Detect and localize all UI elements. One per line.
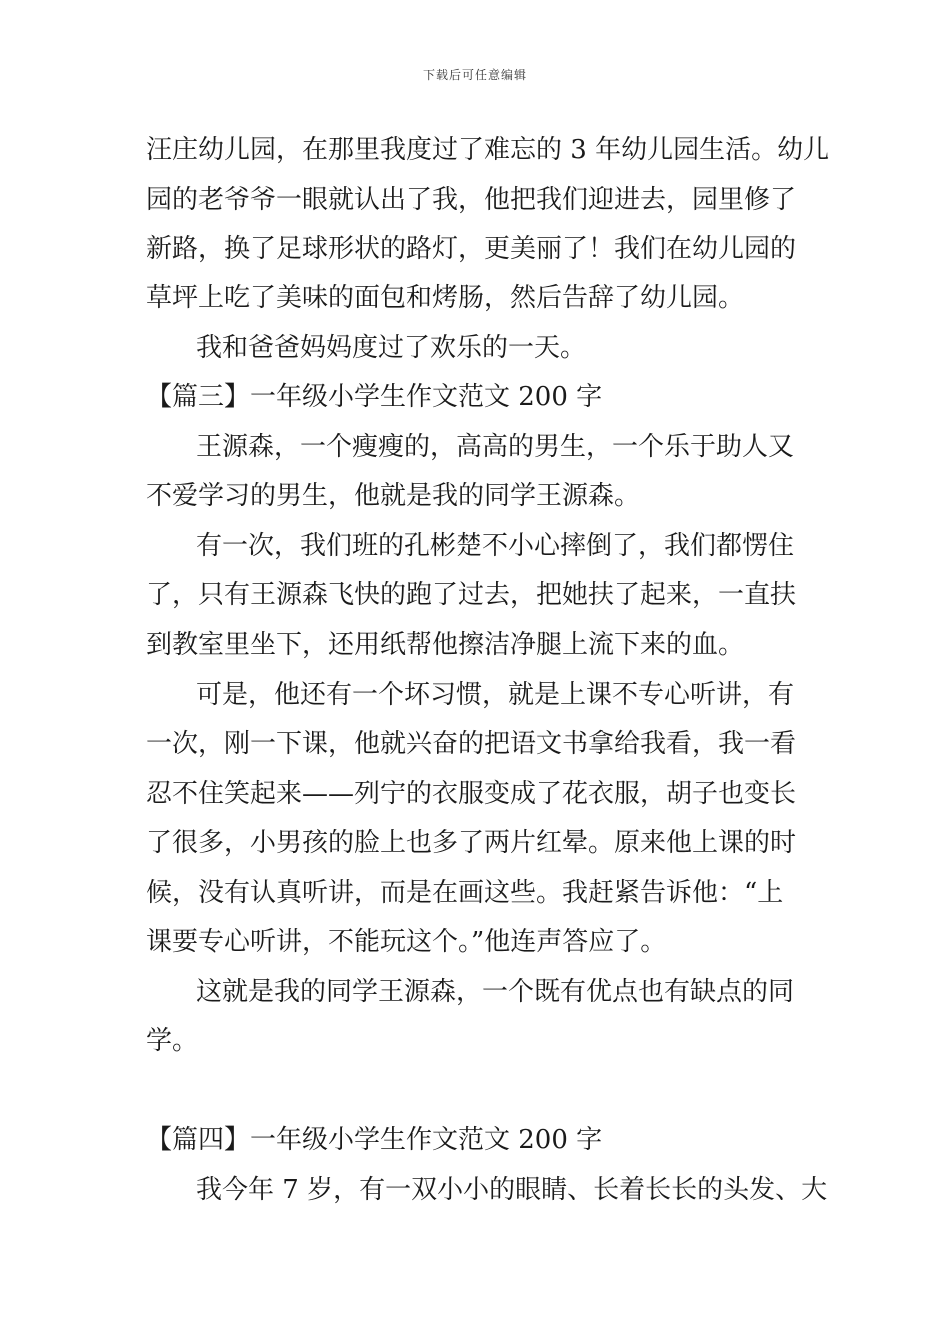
body-line: 一次，刚一下课，他就兴奋的把语文书拿给我看，我一看 <box>146 729 797 759</box>
body-line: 不爱学习的男生，他就是我的同学王源森。 <box>146 481 641 511</box>
body-line: 这就是我的同学王源森，一个既有优点也有缺点的同 <box>196 977 795 1007</box>
body-line: 课要专心听讲，不能玩这个。”他连声答应了。 <box>146 927 667 957</box>
body-line: 学。 <box>146 1026 199 1056</box>
body-line: 园的老爷爷一眼就认出了我，他把我们迎进去，园里修了 <box>146 185 797 215</box>
body-line: 草坪上吃了美味的面包和烤肠，然后告辞了幼儿园。 <box>146 283 745 313</box>
body-line: 汪庄幼儿园，在那里我度过了难忘的 3 年幼儿园生活。幼儿 <box>146 135 830 165</box>
body-line: 可是，他还有一个坏习惯，就是上课不专心听讲，有 <box>196 680 795 710</box>
page-header: 下载后可任意编辑 <box>422 68 527 82</box>
body-line: 我和爸爸妈妈度过了欢乐的一天。 <box>196 333 587 363</box>
body-line: 了很多，小男孩的脸上也多了两片红晕。原来他上课的时 <box>146 828 797 858</box>
body-line: 新路，换了足球形状的路灯，更美丽了！我们在幼儿园的 <box>146 234 797 264</box>
section-heading-3: 【篇三】一年级小学生作文范文 200 字 <box>146 382 603 412</box>
section-heading-4: 【篇四】一年级小学生作文范文 200 字 <box>146 1125 603 1155</box>
body-line: 了，只有王源森飞快的跑了过去，把她扶了起来，一直扶 <box>146 580 797 610</box>
body-line: 候，没有认真听讲，而是在画这些。我赶紧告诉他：“上 <box>146 878 784 908</box>
body-line: 王源森，一个瘦瘦的，高高的男生，一个乐于助人又 <box>196 432 795 462</box>
body-line: 到教室里坐下，还用纸帮他擦洁净腿上流下来的血。 <box>146 630 745 660</box>
body-line: 忍不住笑起来——列宁的衣服变成了花衣服，胡子也变长 <box>146 779 797 809</box>
body-line: 我今年 7 岁，有一双小小的眼睛、长着长长的头发、大 <box>196 1175 828 1205</box>
body-line: 有一次，我们班的孔彬楚不小心摔倒了，我们都愣住 <box>196 531 795 561</box>
